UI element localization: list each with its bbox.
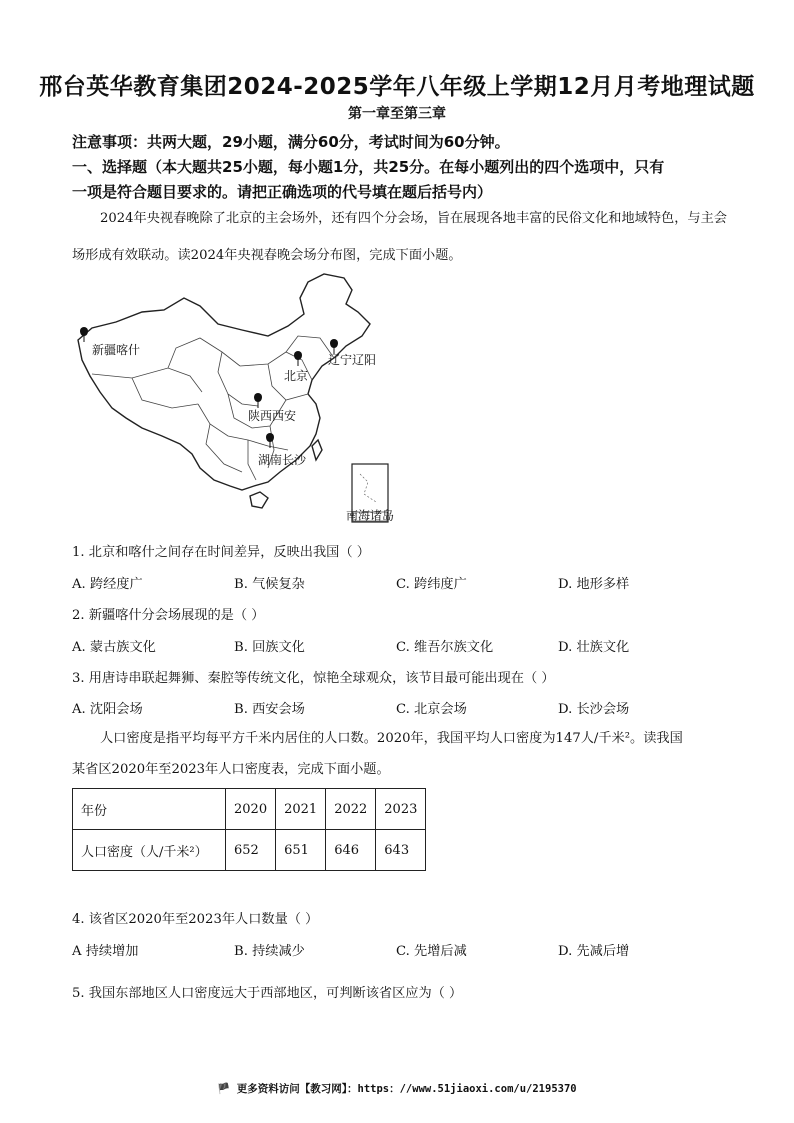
q1-option-d: D. 地形多样 [558,577,630,592]
q3-option-c: C. 北京会场 [396,702,467,717]
table-year-2021: 2021 [276,789,326,830]
china-outline [78,274,370,508]
q4-option-b: B. 持续减少 [234,944,305,959]
q3-option-b: B. 西安会场 [234,702,305,717]
table-row-label: 人口密度（人/千米²） [73,830,226,871]
beijing-label: 北京 [284,369,309,383]
q3-option-d: D. 长沙会场 [558,702,630,717]
kashgar-pin-icon [80,327,88,342]
table-row [73,830,426,871]
question-4-stem: 4. 该省区2020年至2023年人口数量（ ） [72,912,319,927]
liaoning-label: 辽宁辽阳 [328,353,377,367]
inset-label: 南海诸岛 [345,508,395,523]
q4-option-d: D. 先减后增 [558,944,630,959]
q1-option-a: A. 跨经度广 [72,577,143,592]
population-density-table [72,788,426,871]
q4-option-a: A 持续增加 [72,944,139,959]
china-venue-map [72,268,402,530]
section-heading-line1: 一、选择题（本大题共25小题，每小题1分，共25分。在每小题列出的四个选项中，只有 [72,158,665,176]
table-year-2022: 2022 [326,789,376,830]
q4-option-c: C. 先增后减 [396,944,467,959]
table-value-2022: 646 [326,830,376,871]
table-value-2023: 643 [376,830,426,871]
footer-link[interactable]: 🏴 更多资料访问【教习网】：https：//www.51jiaoxi.com/u/2195370 [217,1083,577,1095]
intro-paragraph-2-line2: 某省区2020年至2023年人口密度表，完成下面小题。 [72,762,390,777]
question-2-stem: 2. 新疆喀什分会场展现的是（ ） [72,608,265,623]
question-3-stem: 3. 用唐诗串联起舞狮、秦腔等传统文化，惊艳全球观众，该节目最可能出现在（ ） [72,671,555,686]
q1-option-c: C. 跨纬度广 [396,577,467,592]
beijing-pin-icon [294,351,302,366]
intro-paragraph-2-line1: 人口密度是指平均每平方千米内居住的人口数。2020年，我国平均人口密度为147人/千米²。读我国 [100,731,683,746]
intro-paragraph-1: 2024年央视春晚除了北京的主会场外，还有四个分会场，旨在展现各地丰富的民俗文化和地域特色，与主会场形成有效联动。读2024年央视春晚会场分布图，完成下面小题。 [72,211,727,263]
page-title: 邢台英华教育集团2024-2025学年八年级上学期12月月考地理试题 [39,74,755,100]
xian-label: 陕西西安 [248,409,297,423]
liaoning-pin-icon [330,339,338,354]
inset-box [346,464,394,523]
kashgar-label: 新疆喀什 [92,343,141,357]
table-row [73,789,426,830]
section-heading-line2: 一项是符合题目要求的。请把正确选项的代号填在题后括号内） [72,183,493,201]
q3-option-a: A. 沈阳会场 [72,702,143,717]
q2-option-b: B. 回族文化 [234,640,305,655]
question-1-stem: 1. 北京和喀什之间存在时间差异，反映出我国（ ） [72,545,370,560]
q2-option-c: C. 维吾尔族文化 [396,640,494,655]
notice: 注意事项：共两大题，29小题，满分60分，考试时间为60分钟。 [72,133,510,151]
q2-option-a: A. 蒙古族文化 [72,640,156,655]
page-subtitle: 第一章至第三章 [348,106,446,122]
q1-option-b: B. 气候复杂 [234,577,305,592]
question-5-stem: 5. 我国东部地区人口密度远大于西部地区，可判断该省区应为（ ） [72,986,463,1001]
changsha-label: 湖南长沙 [258,453,307,467]
table-value-2020: 652 [226,830,276,871]
table-year-2020: 2020 [226,789,276,830]
q2-option-d: D. 壮族文化 [558,640,630,655]
table-header-label: 年份 [73,789,226,830]
table-year-2023: 2023 [376,789,426,830]
table-value-2021: 651 [276,830,326,871]
